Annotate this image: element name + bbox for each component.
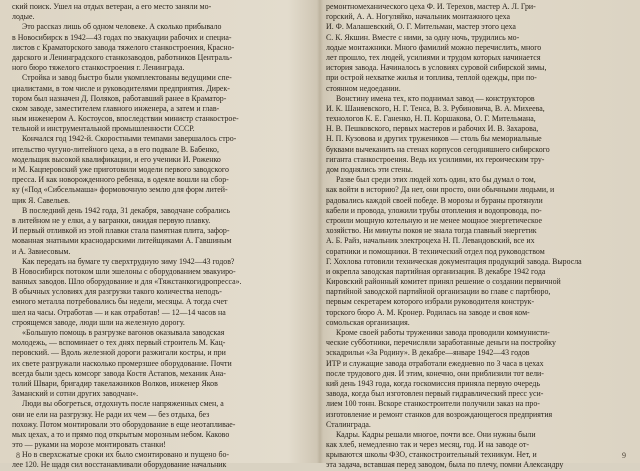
text-line: кабели и провода, уложили трубы отопления и водопровода, по-: [326, 205, 542, 215]
text-line: после трудового дня. И этим, конечно, они приблизили тот вели-: [326, 368, 544, 378]
text-line: листов с Краматорского завода тяжелого станкостроения, Красно-: [12, 42, 235, 52]
text-line: лодые монтажники. Много фамилий можно перечислить, много: [326, 42, 542, 52]
text-line: похожу. Потом монтировали это оборудование в еще неотапливае-: [12, 419, 236, 429]
text-line: Вонстину имена тех, кто поднимал завод — конструкторов: [336, 93, 535, 103]
right-page-number: 9: [622, 451, 626, 460]
text-line: как хлеб, немедленно так и через месяц, год. И на заводе от-: [326, 440, 529, 450]
left-page-number: 8: [16, 451, 20, 460]
text-line: Кировский районный комитет принял решение о создании первичной: [326, 277, 561, 287]
text-line: мых цехах, а то и прямо под открытым морозным небом. Каково: [12, 429, 230, 439]
text-line: С. К. Якшин. Вместе с ними, за одну ночь, трудились мо-: [326, 32, 520, 42]
text-line: ИТР и служащие завода отработали ежедневно по 3 часа в цехах: [326, 358, 544, 368]
text-line: молодежь, — вспоминает о тех днях первый строитель М. Кац-: [12, 338, 226, 348]
text-line: в Новосибирск в 1942—43 годах по эвакуации рабочих и специа-: [12, 32, 232, 42]
text-line: строили мощную котельную и не менее мощное энергетическое: [326, 215, 542, 225]
text-line: перовский. — Вдоль железной дороги разжигали костры, и при: [12, 348, 226, 358]
text-line: ванных заводов. Шло оборудование и для «Тяжстанкогидропресса».: [12, 277, 242, 287]
text-line: ительство чугуно-литейного цеха, а в его подвале В. Бабенко,: [12, 144, 219, 154]
text-line: И первый отливкой из этой плавки стала памятная плита, зафор-: [12, 226, 230, 236]
text-line: лее 120. Не щадя сил восстанавливали оборудование начальник: [12, 460, 227, 470]
text-line: их свете разгружали насколько промерзшее оборудование. Почти: [12, 358, 232, 368]
text-line: ремонтномеханического цеха Ф. И. Терехов, мастер А. Л. Гри-: [326, 2, 536, 11]
text-line: всегда были здесь комсорг завода Костя Астапов, механик Ана-: [12, 368, 226, 378]
text-line: в литейном не у елки, а у вагранки, ожидая первую плавку.: [12, 215, 211, 225]
text-line: модельщик высокой квалификации, и его ученики И. Роженко: [12, 154, 221, 164]
text-line: А. Б. Райз, начальник электроцеха Н. П. Левандовский, все их: [326, 236, 535, 246]
text-line: лием 100 тонн. Вскоре станкостроители получили заказ на про-: [326, 399, 540, 409]
text-line: ском заводе, заместителем главного инженера, а затем и глав-: [12, 103, 220, 113]
text-line: тельной и инструментальной промышленности СССР.: [12, 124, 195, 134]
text-line: сомольская организация.: [326, 317, 410, 327]
text-line: изготовление и ремонт станков для возрождающегося предприятия: [326, 409, 553, 419]
text-line: мованная знатными краснодарскими литейщиками А. Гавшиным: [12, 236, 232, 246]
text-line: Это рассказ лишь об одном человеке. А сколько прибывало: [22, 22, 222, 32]
text-line: Как передать на бумаге ту сверхтрудную зиму 1942—43 годов?: [22, 256, 235, 266]
text-line: ский поиск. Ушел на отдых ветеран, а его место заняли мо-: [12, 2, 212, 11]
text-line: Кончался год 1942-й. Скоростными темпами завершалось стро-: [22, 134, 237, 144]
text-line: первым секретарем которого избрали руководителя конструк-: [326, 297, 535, 307]
text-line: технологов К. Е. Ганенко, Н. П. Коршакова, О. Г. Мительмана,: [326, 114, 536, 124]
left-page: [12, 2, 312, 470]
text-line: соратники и помощники. В технический отдел под руководством: [326, 246, 545, 256]
text-line: Стройка и завод быстро были укомплектованы ведущими спе-: [22, 73, 232, 83]
text-line: Сталинграда.: [326, 419, 371, 429]
text-line: как войти в историю? Да нет, они просто, они обычными людьми, и: [326, 185, 555, 195]
text-line: емного металла потребовались бы недели, месяцы. А тогда счет: [12, 297, 228, 307]
text-line: И. К. Шаняевского, Н. Г. Тенса, В. З. Рубиновича, В. А. Михеева,: [326, 103, 545, 113]
text-line: завода, когда был изготовлен первый гидравлический пресс уси-: [326, 389, 544, 399]
text-line: дарского и Ленинградского станкозаводов, работников Централь-: [12, 52, 233, 62]
text-line: пресса. И как новорожденного ребенка, в одеяле вошли на сбор-: [12, 175, 229, 185]
text-line: И. Ф. Малашевский, О. Г. Мительман, мастер этого цеха: [326, 22, 516, 32]
text-line: В обычных условиях для разгрузки такого количества неподъ-: [12, 287, 222, 297]
text-line: шел на часы. Отработав — и как отработав! — 12—14 часов на: [12, 307, 226, 317]
text-line: партийной заводской партийной организации во главе с партбюро,: [326, 287, 551, 297]
text-line: ку («Под «Сибсельмаша» формовочную землю для форм литей-: [12, 185, 228, 195]
text-line: ного бюро тяжелого станкостроения г. Ленинграда.: [12, 63, 185, 73]
text-line: крываются школы ФЗО, станкостроительный техникум. Нет, и: [326, 450, 537, 460]
text-line: Кроме своей работы труженики завода проводили коммунисти-: [336, 328, 550, 337]
text-line: ческие субботники, перечисляли заработанные деньги на постройку: [326, 338, 556, 348]
text-line: тором был назначен Д. Поляков, работавший ранее в Краматор-: [12, 93, 227, 103]
text-line: кий день 1943 года, когда госкомиссия приняла первую очередь: [326, 378, 540, 388]
text-line: Кадры. Кадры решали многое, почти все. Они нужны были: [336, 429, 536, 439]
text-line: буквами вычеканить на стенах корпусов сегодняшнего сибирского: [326, 144, 550, 154]
text-line: Разве был среди этих людей хоть один, кто бы думал о том,: [336, 175, 536, 185]
text-line: эскадрильи «За Родину». В декабре—январе 1942—43 годов: [326, 348, 530, 358]
text-line: стоянном недоедании.: [326, 83, 401, 93]
text-line: щик Я. Савельев.: [12, 195, 70, 205]
text-line: строящемся заводе, люди шли на железную дорогу.: [12, 317, 185, 327]
text-line: и М. Кацперовский уже приготовили модели первого заводского: [12, 165, 229, 174]
text-line: толий Швари, бригадир такелажников Волков, инженер Яков: [12, 378, 218, 388]
text-line: при острой нехватке жилья и топлива, теплой одежды, при по-: [326, 73, 537, 83]
text-line: это — руками на морозе монтировать станки!: [12, 440, 166, 450]
text-line: В Новосибирск потоком шли эшелоны с оборудованием эвакуиро-: [12, 266, 236, 276]
text-line: дом поднялись эти стены.: [326, 165, 413, 174]
right-page: [326, 2, 628, 470]
text-line: они не ели на разгрузку. Не ради их чем — без отдыха, без: [12, 409, 210, 419]
text-line: гиганта станкостроения. Ведь их усилиями, их героическим тру-: [326, 154, 545, 164]
text-line: эта задача, вставшая перед заводом, была по плечу, помни Александру: [326, 460, 564, 470]
text-line: история завода. Начиналось в условиях суровой сибирской зимы,: [326, 63, 547, 73]
text-line: циалистами, в том числе и руководителями предприятия. Дирек-: [12, 83, 230, 93]
text-line: Но в сверхсжатые сроки их было смонтировано и пущено бо-: [22, 450, 230, 460]
text-line: и А. Завиесовым.: [12, 246, 71, 256]
text-line: лет прошло, тех людей, усилиями и трудом которых начинается: [326, 52, 541, 62]
text-line: Г. Хохлова готовили техническая документация продукций завода. Выросла: [326, 256, 582, 266]
text-line: «Большую помощь в разгрузке вагонов оказывала заводская: [22, 328, 225, 337]
text-line: и окрепла заводская партийная организация. В декабре 1942 года: [326, 266, 546, 276]
text-line: Н. В. Пешковского, первых мастеров и рабочих И. В. Захарова,: [326, 124, 539, 134]
text-line: хозяйство. Ни минуты покоя не знала тогда главный энергетик: [326, 226, 537, 236]
text-line: горский, А. А. Ногуляйко, начальник монтажного цеха: [326, 12, 511, 22]
text-line: В последний день 1942 года, 31 декабря, заводчане собрались: [22, 205, 230, 215]
text-line: Н. П. Кузовова и других тружеников — столь бы мемориальные: [326, 134, 542, 144]
text-line: Заманский и сотни других заводчан».: [12, 389, 139, 399]
text-line: Люди вы обогреться, отдохнуть после напряженных смен, а: [22, 399, 224, 409]
text-line: торского бюро А. М. Кронер. Родилась на заводе и своя ком-: [326, 307, 530, 317]
text-line: лодые.: [12, 12, 35, 22]
text-line: ным инженером А. Костоусов, впоследствии министр станкострое-: [12, 114, 239, 124]
text-line: радовались каждой своей победе. В морозы и бураны протянули: [326, 195, 543, 205]
